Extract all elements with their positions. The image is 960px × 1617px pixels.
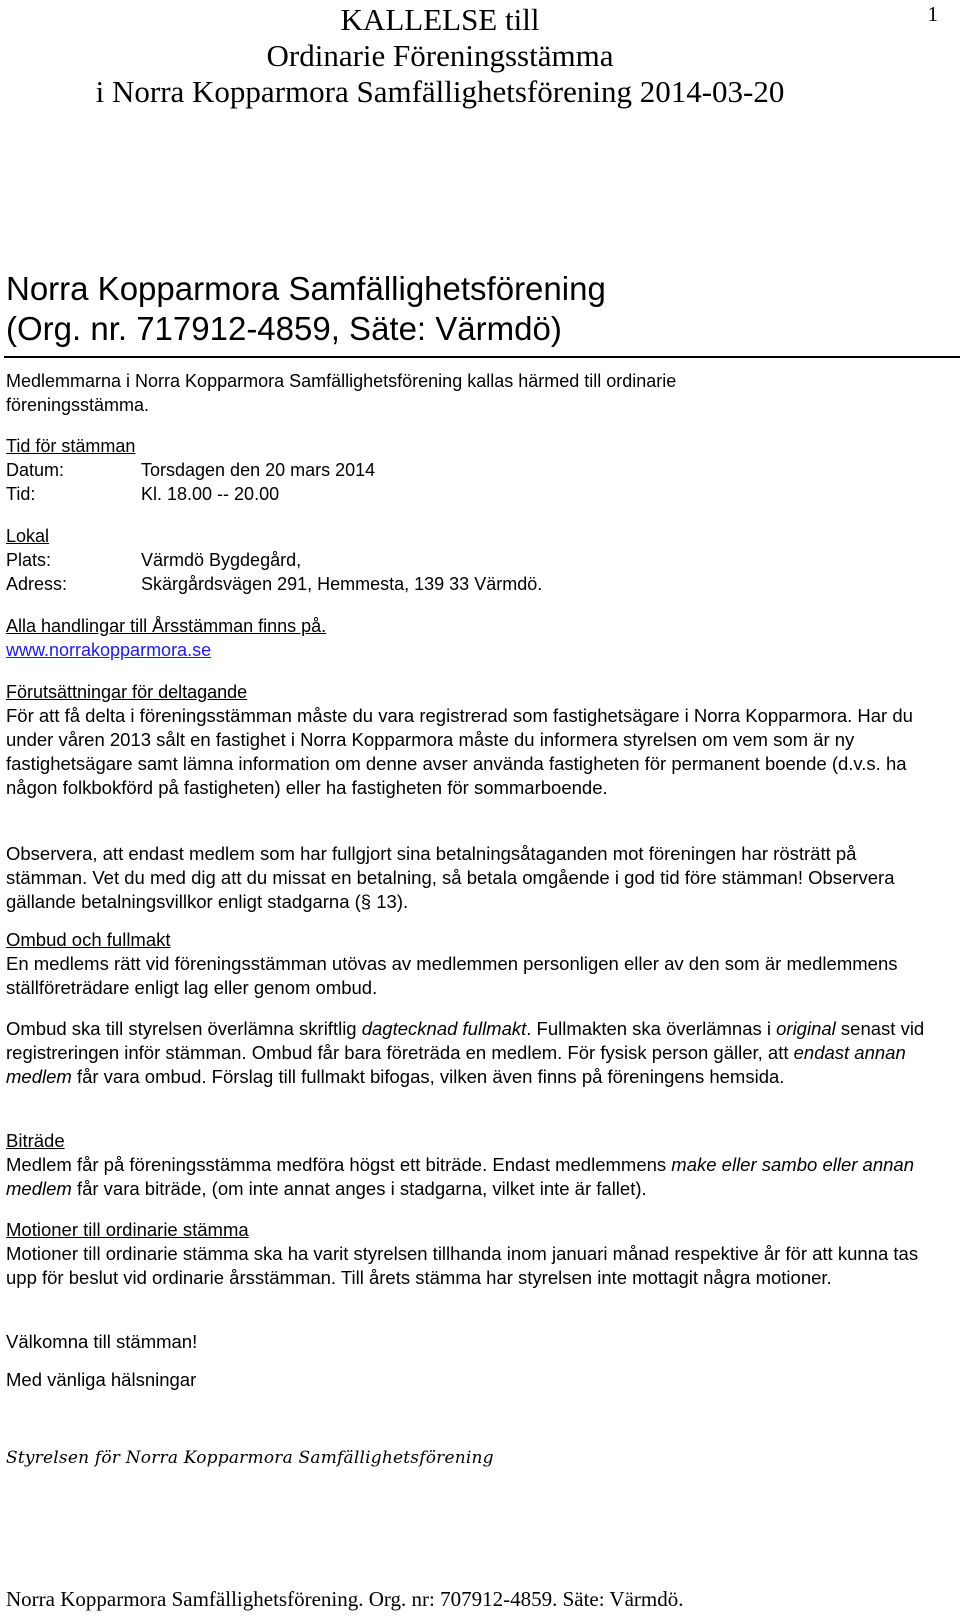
- time-heading: Tid för stämman: [6, 436, 136, 456]
- prerequisites-body: För att få delta i föreningsstämman måste du vara registrerad som fastighetsägare i Norra Kopparmora. Har du under våren 2013 sålt en fastighet i Norra Kopparmora måste du informera styrelsen om vem som är ny fastighetsägare samt lämna information om denne avser använda fastigheten för permanent boende (d.v.s. ha någon folkbokförd på fastigheten) eller ha fastigheten för sommarboende.: [6, 705, 913, 798]
- title-line-3: i Norra Kopparmora Samfällighetsförening 2014-03-20: [95, 74, 785, 109]
- proxy-emphasis-original: original: [776, 1018, 836, 1039]
- address-row: [6, 572, 956, 596]
- proxy-text-c: senast vid registreringen inför stämman. Ombud får bara företräda en medlem. För fysisk person gäller, att: [6, 1018, 925, 1063]
- date-label: Datum:: [6, 460, 65, 480]
- assistant-text-b: får vara biträde, (om inte annat anges i stadgarna, vilket inte är fallet).: [71, 1178, 647, 1199]
- time-row: [6, 482, 956, 506]
- proxy-body-1: En medlems rätt vid föreningsstämman utövas av medlemmen personligen eller av den som är medlemmens ställföreträdare enligt lag eller genom ombud.: [6, 953, 898, 998]
- time-label: Tid:: [6, 484, 36, 504]
- motions-heading: Motioner till ordinarie stämma: [6, 1219, 249, 1240]
- proxy-text-b: . Fullmakten ska överlämnas i: [526, 1018, 777, 1039]
- proxy-body-2: [6, 1017, 941, 1089]
- heading-divider: [4, 356, 960, 358]
- prerequisites-heading: Förutsättningar för deltagande: [6, 682, 248, 702]
- documents-text: Alla handlingar till Årsstämman finns på.: [6, 616, 327, 636]
- title-line-2: Ordinarie Föreningsstämma: [266, 38, 614, 73]
- regards-text: Med vänliga hälsningar: [6, 1369, 197, 1390]
- date-value: Torsdagen den 20 mars 2014: [141, 460, 376, 480]
- place-label: Plats:: [6, 550, 52, 570]
- org-name-heading: Norra Kopparmora Samfällighetsförening: [6, 270, 606, 307]
- proxy-emphasis-dated: dagtecknad fullmakt: [361, 1018, 527, 1039]
- venue-heading: Lokal: [6, 526, 50, 546]
- website-link[interactable]: www.norrakopparmora.se: [6, 640, 212, 660]
- assistant-body: [6, 1153, 941, 1201]
- website-row: [6, 638, 956, 662]
- page-footer: Norra Kopparmora Samfällighetsförening. Org. nr: 707912-4859. Säte: Värmdö.: [6, 1587, 684, 1611]
- intro-paragraph: Medlemmarna i Norra Kopparmora Samfällighetsförening kallas härmed till ordinarie föreningsstämma.: [6, 371, 677, 415]
- assistant-emphasis: make eller sambo eller annan medlem: [6, 1154, 914, 1199]
- proxy-text-d: får vara ombud. Förslag till fullmakt bifogas, vilken även finns på föreningens hemsida.: [71, 1066, 785, 1087]
- place-value: Värmdö Bygdegård,: [141, 550, 302, 570]
- payment-notice: Observera, att endast medlem som har fullgjort sina betalningsåtaganden mot föreningen har rösträtt på stämman. Vet du med dig att du missat en betalning, så betala omgående i god tid före stämman! Observera gällande betalningsvillkor enligt stadgarna (§ 13).: [6, 843, 895, 912]
- org-number-heading: (Org. nr. 717912-4859, Säte: Värmdö): [6, 310, 562, 347]
- title-line-1: KALLELSE till: [340, 2, 540, 37]
- assistant-text-a: Medlem får på föreningsstämma medföra högst ett biträde. Endast medlemmens: [6, 1154, 672, 1175]
- date-row: [6, 458, 956, 482]
- proxy-emphasis-member: endast annan medlem: [6, 1042, 906, 1087]
- signature: Styrelsen för Norra Kopparmora Samfällighetsförening: [6, 1448, 494, 1468]
- address-value: Skärgårdsvägen 291, Hemmesta, 139 33 Värmdö.: [141, 574, 543, 594]
- place-row: [6, 548, 956, 572]
- address-label: Adress:: [6, 574, 68, 594]
- assistant-heading: Biträde: [6, 1130, 65, 1151]
- time-value: Kl. 18.00 -- 20.00: [141, 484, 280, 504]
- motions-body: Motioner till ordinarie stämma ska ha varit styrelsen tillhanda inom januari månad respektive år för att kunna tas upp för beslut vid ordinarie årsstämman. Till årets stämma har styrelsen inte mottagit några motioner.: [6, 1243, 919, 1288]
- proxy-text-a: Ombud ska till styrelsen överlämna skriftlig: [6, 1018, 362, 1039]
- welcome-text: Välkomna till stämman!: [6, 1331, 198, 1352]
- proxy-heading: Ombud och fullmakt: [6, 929, 171, 950]
- page-number: 1: [927, 2, 938, 26]
